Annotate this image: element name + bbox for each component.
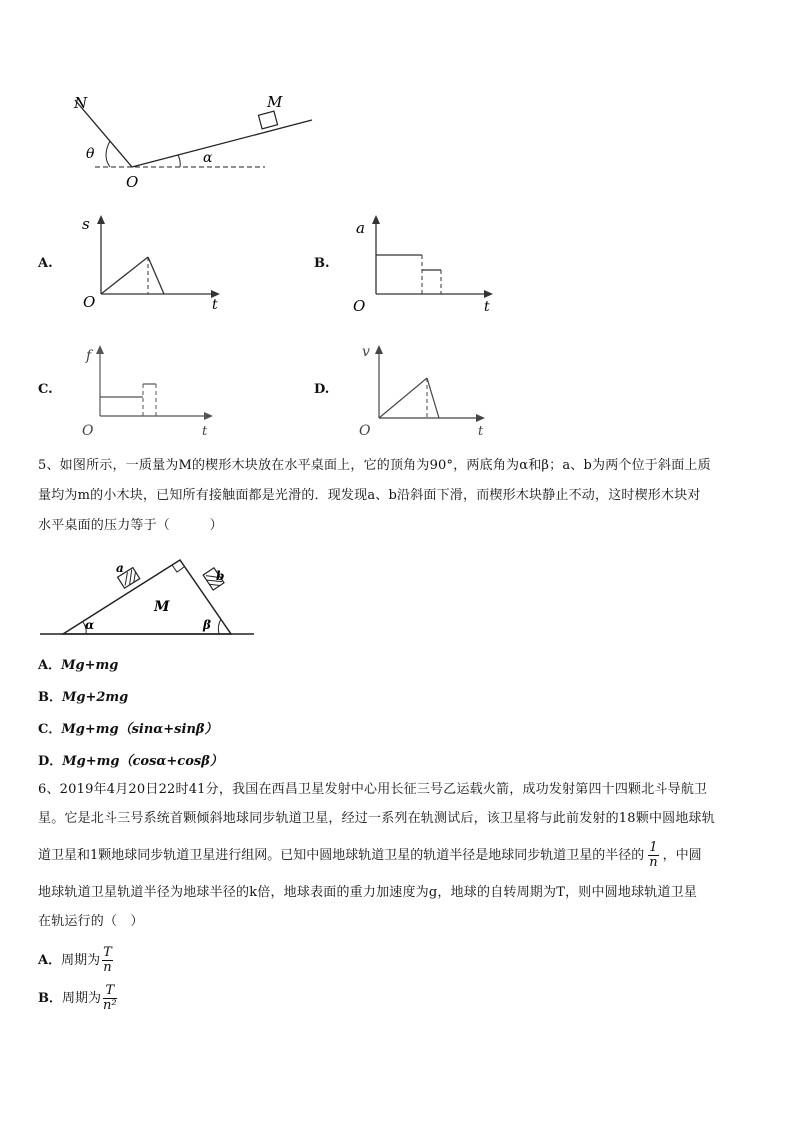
q5-option-a[interactable]: A．Mg+mg xyxy=(38,658,119,673)
axis-label-f: f xyxy=(86,348,92,364)
question-6-cont xyxy=(38,878,768,936)
q6-line-3-tail: ，中圆 xyxy=(662,848,702,863)
axis-label-t: t xyxy=(212,297,218,313)
q6-line-3-text: 道卫星和1颗地球同步轨道卫星进行组网。已知中圆地球轨道卫星的轨道半径是地球同步轨道卫星的半径的 xyxy=(38,848,645,863)
axis-label-v: v xyxy=(362,344,370,360)
fraction-t-over-n-squared: $\frac{T}{\text{n²}}$ xyxy=(103,983,117,1013)
label-m: M xyxy=(154,599,170,615)
origin-label: O xyxy=(353,297,366,315)
label-theta: θ xyxy=(86,146,95,162)
q5-option-c[interactable]: C．Mg+mg（sinα+sinβ） xyxy=(38,722,218,737)
label-n: N xyxy=(74,94,88,112)
fraction-t-over-n: $\frac{T}{n}$ xyxy=(103,945,112,975)
graph-d xyxy=(350,338,500,443)
axis-label-t: t xyxy=(202,424,208,439)
option-a-label: A. xyxy=(38,256,53,271)
axis-label-t: t xyxy=(478,424,484,439)
q6-line-1: 6、2019年4月20日22时41分，我国在西昌卫星发射中心用长征三号乙运载火箭，成功发射第四十四颗北斗导航卫 xyxy=(38,782,708,797)
label-beta: β xyxy=(203,618,211,632)
label-m: M xyxy=(267,93,283,111)
wedge-figure xyxy=(38,555,263,640)
q6-line-4: 地球轨道卫星轨道半径为地球半径的k倍，地球表面的重力加速度为g，地球的自转周期为T，则中圆地球轨道卫星 xyxy=(38,885,698,900)
option-c-label: C. xyxy=(38,382,53,397)
q5-option-b[interactable]: B．Mg+2mg xyxy=(38,690,129,705)
graph-a xyxy=(80,210,230,313)
q6-line-3 xyxy=(38,841,702,871)
q5-line-2: 量均为m的小木块，已知所有接触面都是光滑的．现发现a、b沿斜面下滑，而楔形木块静止不动，这时楔形木块对 xyxy=(38,488,701,503)
s-rise xyxy=(101,257,148,294)
q6-line-5: 在轨运行的（ ） xyxy=(38,914,144,929)
s-fall xyxy=(148,257,164,294)
option-b-label: B. xyxy=(314,256,330,271)
q6-line-2: 星。它是北斗三号系统首颗倾斜地球同步轨道卫星，经过一系列在轨测试后，该卫星将与此前发射的18颗中圆地球轨 xyxy=(38,811,715,826)
origin-label: O xyxy=(83,293,96,311)
origin-label: O xyxy=(359,423,371,439)
axis-label-a: a xyxy=(356,219,365,237)
v-rise xyxy=(379,378,427,418)
q5-line-1: 5、如图所示，一质量为M的楔形木块放在水平桌面上，它的顶角为90°，两底角为α和β；a、b为两个位于斜面上质 xyxy=(38,458,711,473)
q6-option-a[interactable]: A．周期为 $\frac{T}{n}$ xyxy=(38,945,112,975)
theta-arc xyxy=(106,141,110,167)
origin-label: O xyxy=(82,423,94,439)
q5-option-d[interactable]: D．Mg+mg（cosα+cosβ） xyxy=(38,754,223,769)
v-fall xyxy=(427,378,439,418)
alpha-arc xyxy=(178,155,180,167)
q6-option-b[interactable]: B．周期为 $\frac{T}{\text{n²}}$ xyxy=(38,983,117,1013)
axis-label-t: t xyxy=(484,299,490,315)
q5-line-3: 水平桌面的压力等于（ ） xyxy=(38,518,223,533)
fraction-one-over-n: $\frac{1}{n}$ xyxy=(649,840,658,870)
label-o: O xyxy=(126,173,139,191)
label-alpha: α xyxy=(85,618,95,632)
graph-c xyxy=(80,340,230,440)
incline-line-m xyxy=(132,120,312,167)
label-alpha: α xyxy=(203,150,213,166)
label-b: b xyxy=(216,569,225,583)
incline-figure xyxy=(60,88,330,193)
question-5 xyxy=(38,451,768,541)
option-d-label: D. xyxy=(314,382,330,397)
label-a: a xyxy=(116,561,124,575)
right-angle-mark xyxy=(172,565,184,572)
question-6 xyxy=(38,775,768,833)
axis-label-s: s xyxy=(82,215,90,233)
block-m xyxy=(258,111,277,129)
graph-b xyxy=(350,210,505,315)
